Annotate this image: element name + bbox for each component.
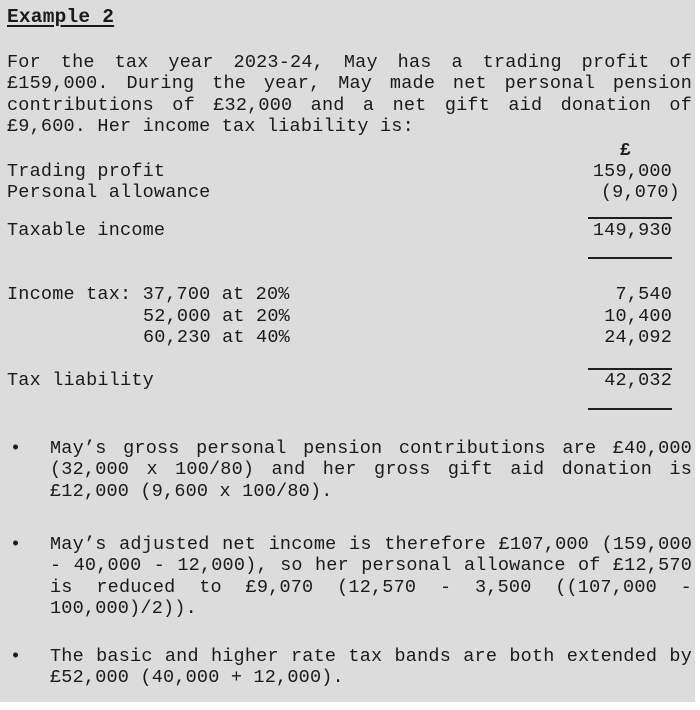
currency-header: £ <box>619 139 631 161</box>
row-label: Personal allowance <box>7 182 211 204</box>
row-label: Taxable income <box>7 219 166 241</box>
row-amount: 42,032 <box>604 370 672 392</box>
bullet-text: May’s gross personal pension contributions are £40,000 (32,000 x 100/80) and her gross gift aid donation is £12,000 (9,600 x 100/80). <box>50 437 692 502</box>
list-item <box>7 534 692 620</box>
row-label: Trading profit <box>7 161 166 183</box>
total-rule-below-tax-liability <box>7 408 672 410</box>
row-amount: 10,400 <box>604 305 672 327</box>
row-amount: (9,070) <box>600 182 680 204</box>
row-amount: 149,930 <box>592 219 672 241</box>
row-label: 52,000 at 20% <box>143 305 290 327</box>
table-row-tax-liability <box>7 370 672 391</box>
table-row-taxable-income <box>7 220 672 241</box>
row-amount: 159,000 <box>592 161 672 183</box>
total-rule-line <box>588 217 672 219</box>
table-row-income-tax-band-1 <box>7 284 672 305</box>
bullet-text: May’s adjusted net income is therefore £107,000 (159,000 - 40,000 - 12,000), so her personal allowance of £12,570 is reduced to £9,070 (12,570 - 3,500 ((107,000 - 100,000)/2)). <box>50 533 692 620</box>
subtotal-rule-below-taxable-income <box>7 257 672 259</box>
list-item <box>7 646 692 689</box>
subtotal-rule-above-taxable-income <box>7 217 672 219</box>
notes-list <box>7 438 692 689</box>
tax-computation-table <box>7 139 680 410</box>
row-label: Tax liability <box>7 370 154 392</box>
table-header-row <box>7 140 672 161</box>
table-row-trading-profit <box>7 161 672 182</box>
bullet-icon: • <box>10 437 22 459</box>
total-rule-line <box>588 257 672 259</box>
example-heading: Example 2 <box>7 6 115 28</box>
table-row-income-tax-band-2 <box>7 306 672 327</box>
row-amount: 24,092 <box>604 326 672 348</box>
bullet-text: The basic and higher rate tax bands are both extended by £52,000 (40,000 + 12,000). <box>50 645 692 688</box>
bullet-icon: • <box>10 645 22 667</box>
intro-paragraph: For the tax year 2023-24, May has a trading profit of £159,000. During the year, May made net personal pension contributions of £32,000 and a net gift aid donation of £9,600. Her income tax liability is: <box>7 52 692 138</box>
bullet-icon: • <box>10 533 22 555</box>
list-item <box>7 438 692 502</box>
row-amount: 7,540 <box>615 284 672 306</box>
table-row-personal-allowance <box>7 182 680 204</box>
row-label: Income tax: 37,700 at 20% <box>7 284 290 306</box>
row-label: 60,230 at 40% <box>143 326 290 348</box>
table-row-income-tax-band-3 <box>7 327 672 348</box>
total-rule-line <box>588 408 672 410</box>
